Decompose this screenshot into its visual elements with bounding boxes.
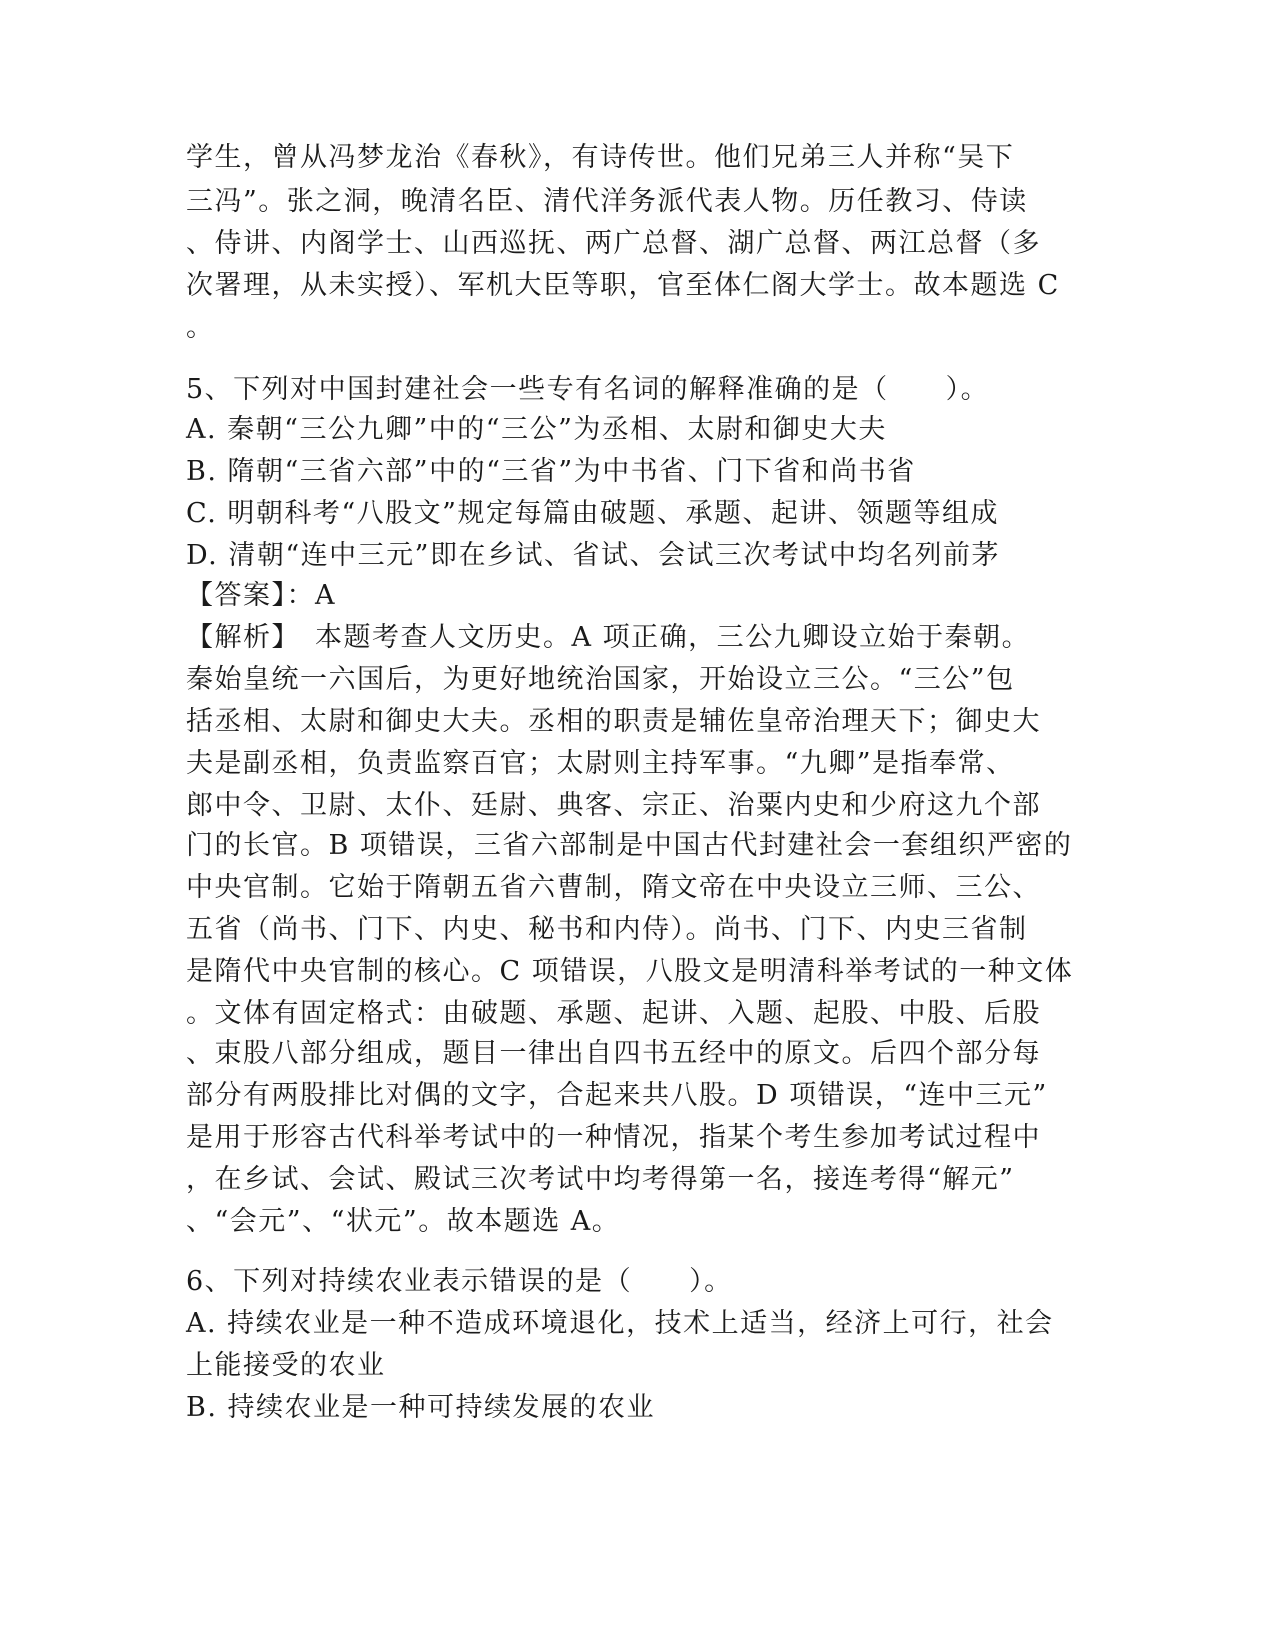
question-6-option-b: B. 持续农业是一种可持续发展的农业 xyxy=(186,1392,656,1423)
analysis-line: 。文体有固定格式：由破题、承题、起讲、入题、起股、中股、后股 xyxy=(186,998,1041,1029)
paragraph-line: 三冯”。张之洞，晚清名臣、清代洋务派代表人物。历任教习、侍读 xyxy=(186,186,1028,217)
analysis-line: 门的长官。B 项错误，三省六部制是中国古代封建社会一套组织严密的 xyxy=(186,830,1073,861)
question-6-option-a: A. 持续农业是一种不造成环境退化，技术上适当，经济上可行，社会 xyxy=(186,1308,1054,1339)
analysis-line: 秦始皇统一六国后，为更好地统治国家，开始设立三公。“三公”包 xyxy=(186,664,1015,695)
analysis-line: 夫是副丞相，负责监察百官；太尉则主持军事。“九卿”是指奉常、 xyxy=(186,748,1015,779)
analysis-line: 中央官制。它始于隋朝五省六曹制，隋文帝在中央设立三师、三公、 xyxy=(186,872,1041,903)
analysis-line: 括丞相、太尉和御史大夫。丞相的职责是辅佐皇帝治理天下；御史大 xyxy=(186,706,1041,737)
analysis-line: 是用于形容古代科举考试中的一种情况，指某个考生参加考试过程中 xyxy=(186,1122,1041,1153)
analysis-line: 、“会元”、“状元”。故本题选 A。 xyxy=(186,1206,621,1237)
analysis-line: 五省（尚书、门下、内史、秘书和内侍）。尚书、门下、内史三省制 xyxy=(186,914,1028,945)
analysis-line: 郎中令、卫尉、太仆、廷尉、典客、宗正、治粟内史和少府这九个部 xyxy=(186,790,1041,821)
question-5-answer: 【答案】：A xyxy=(186,580,336,611)
question-5-option-a: A. 秦朝“三公九卿”中的“三公”为丞相、太尉和御史大夫 xyxy=(186,414,887,445)
paragraph-line: 。 xyxy=(186,312,215,343)
analysis-line: 部分有两股排比对偶的文字，合起来共八股。D 项错误，“连中三元” xyxy=(186,1080,1048,1111)
analysis-line: ，在乡试、会试、殿试三次考试中均考得第一名，接连考得“解元” xyxy=(186,1164,1015,1195)
paragraph-line: 学生，曾从冯梦龙治《春秋》，有诗传世。他们兄弟三人并称“吴下 xyxy=(186,142,1015,173)
question-5-option-c: C. 明朝科考“八股文”规定每篇由破题、承题、起讲、领题等组成 xyxy=(186,498,999,529)
question-6-option-a-continued: 上能接受的农业 xyxy=(186,1350,386,1381)
question-5-stem: 5、下列对中国封建社会一些专有名词的解释准确的是（ ）。 xyxy=(186,374,990,405)
analysis-line: 【解析】 本题考查人文历史。A 项正确，三公九卿设立始于秦朝。 xyxy=(186,622,1031,653)
paragraph-line: 次署理，从未实授）、军机大臣等职，官至体仁阁大学士。故本题选 C xyxy=(186,270,1060,301)
paragraph-line: 、侍讲、内阁学士、山西巡抚、两广总督、湖广总督、两江总督（多 xyxy=(186,228,1041,259)
analysis-line: 、束股八部分组成，题目一律出自四书五经中的原文。后四个部分每 xyxy=(186,1038,1041,1069)
question-5-option-b: B. 隋朝“三省六部”中的“三省”为中书省、门下省和尚书省 xyxy=(186,456,916,487)
question-5-option-d: D. 清朝“连中三元”即在乡试、省试、会试三次考试中均名列前茅 xyxy=(186,540,1000,571)
question-6-stem: 6、下列对持续农业表示错误的是（ ）。 xyxy=(186,1266,733,1297)
analysis-line: 是隋代中央官制的核心。C 项错误，八股文是明清科举考试的一种文体 xyxy=(186,956,1074,987)
